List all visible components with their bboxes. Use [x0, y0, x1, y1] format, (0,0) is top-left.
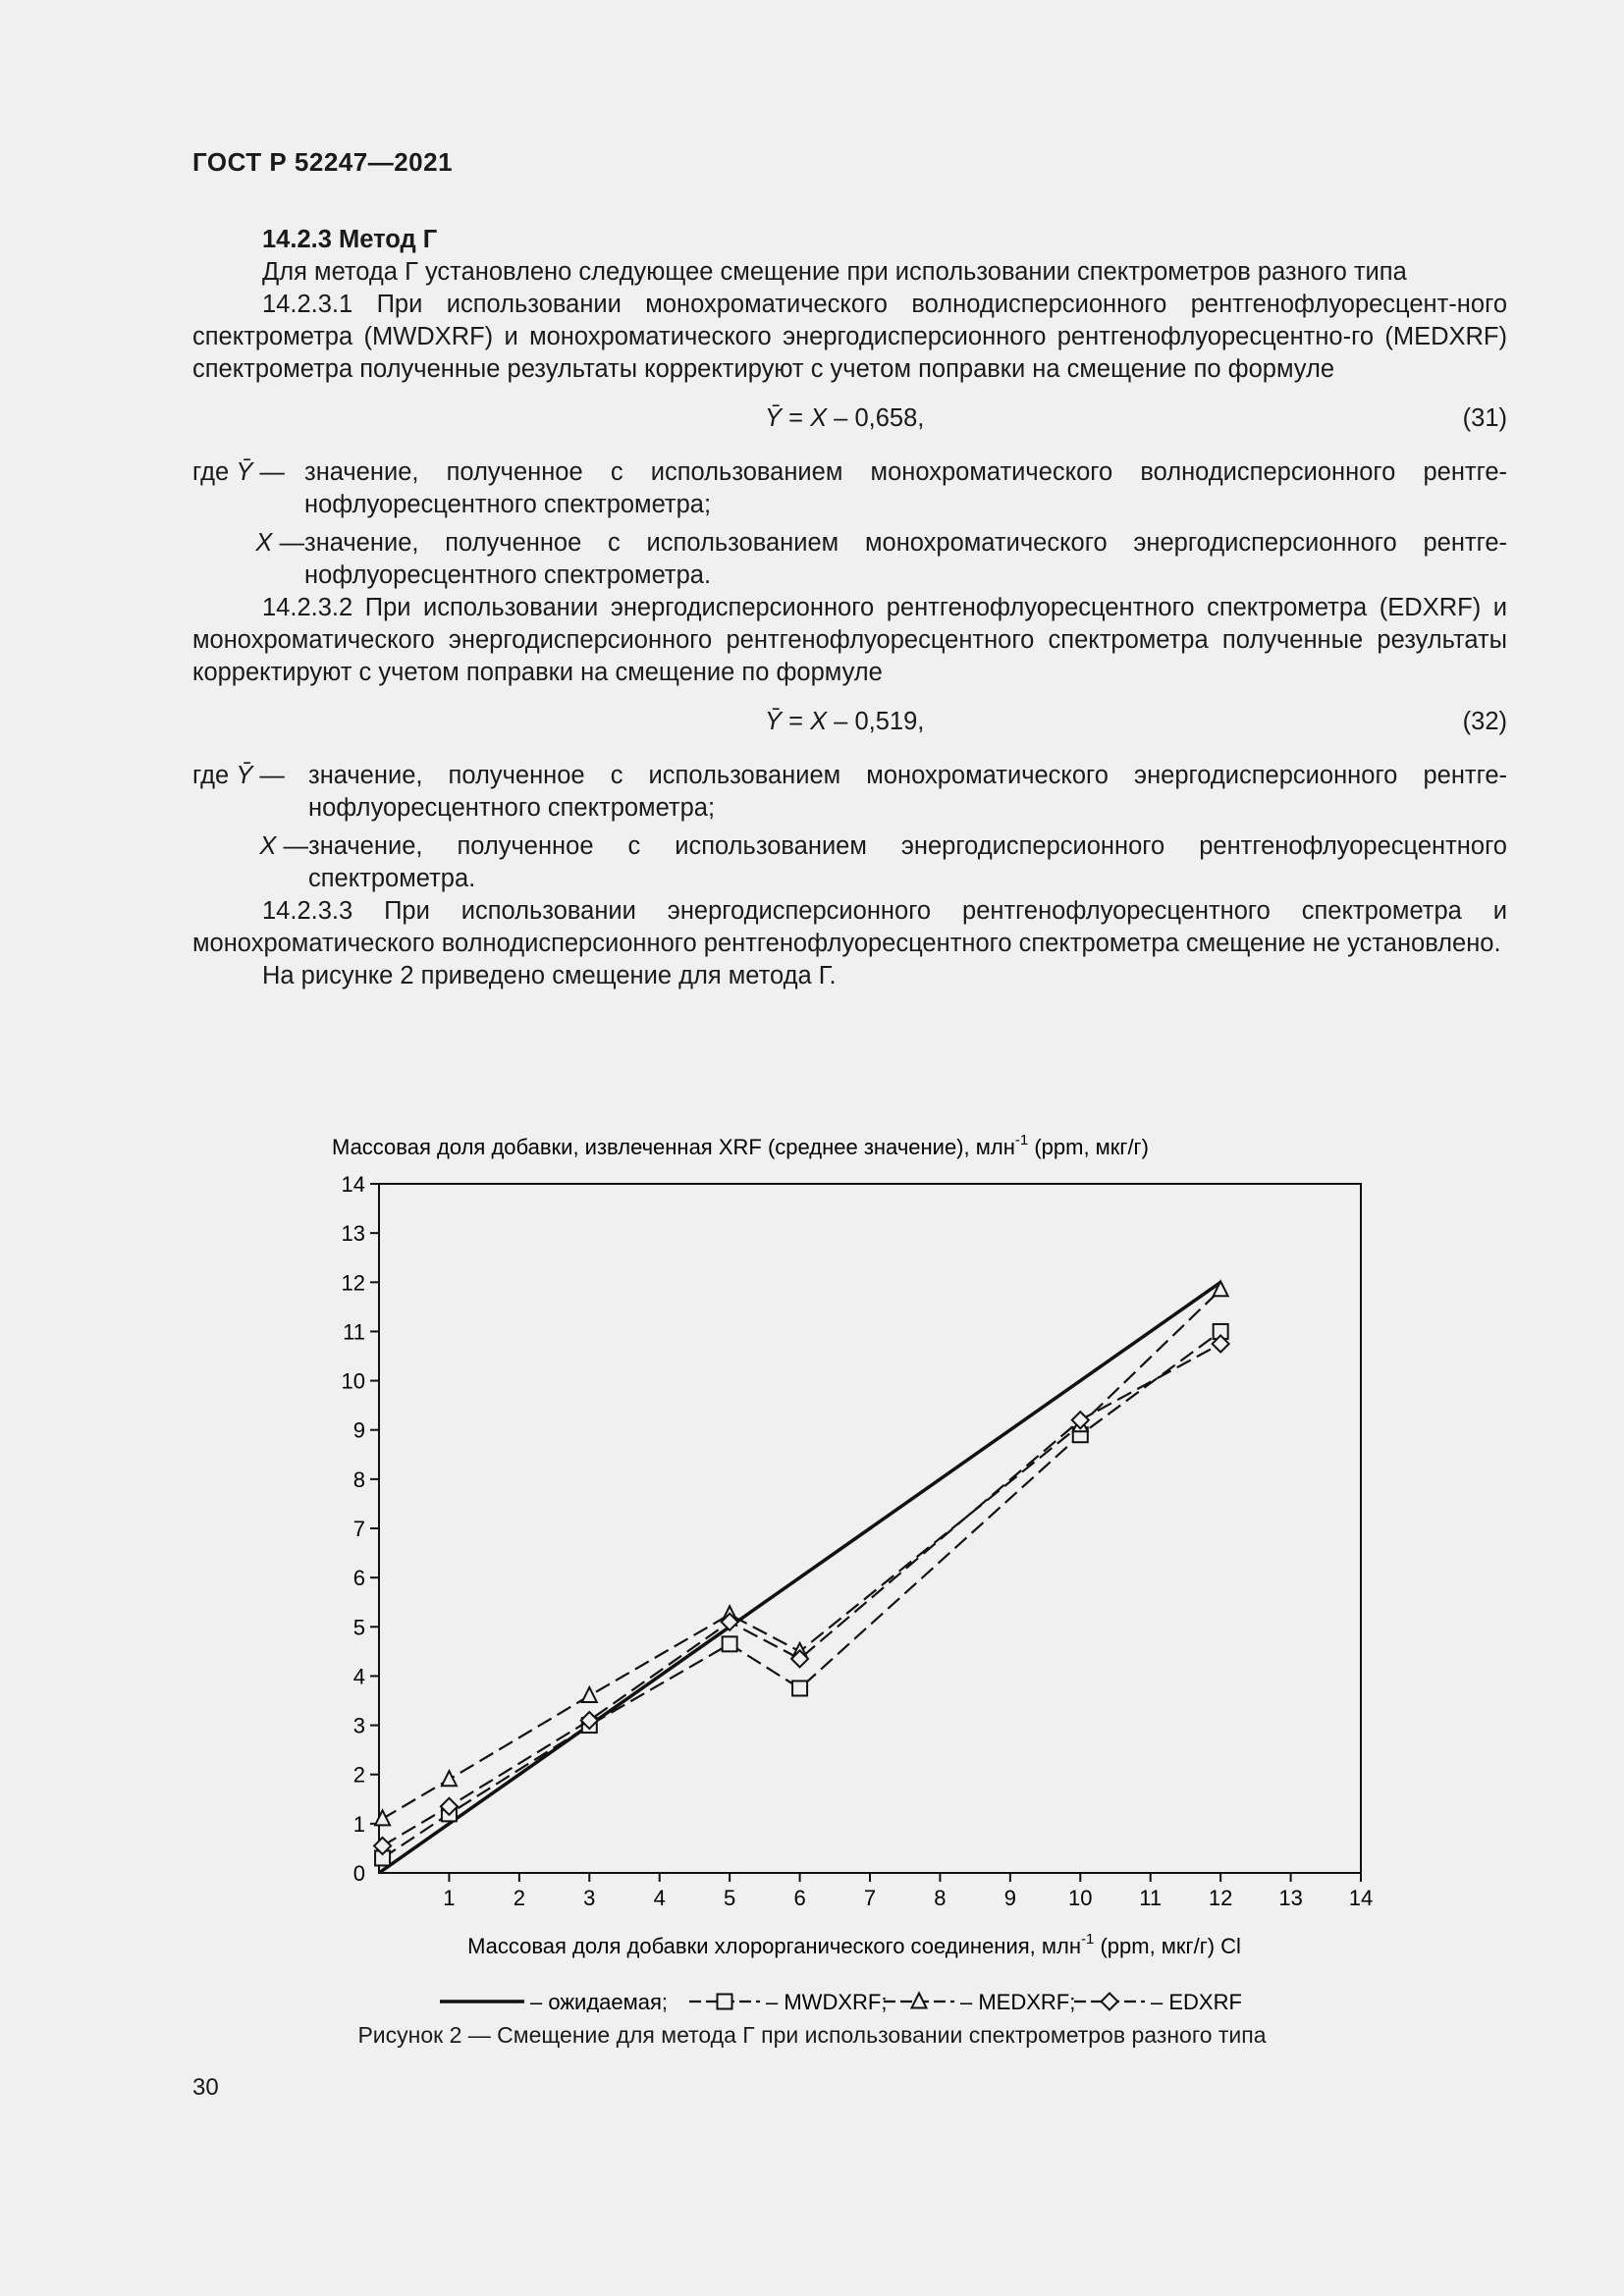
y-tick-label: 9 [352, 1417, 365, 1443]
formula-31 [192, 386, 1507, 451]
series-line-ожидаемая [379, 1282, 1220, 1873]
y-tick-label: 8 [352, 1467, 365, 1492]
x-axis-label: Массовая доля добавки хлорорганического соединения, млн$^{-1}$ (ppm, мкг/г) Cl [467, 1931, 1241, 1958]
y-tick-label: 3 [352, 1713, 365, 1738]
legend-marker-mwdxrf [718, 1995, 732, 2009]
where-symbol: X — [259, 832, 308, 860]
where-item [192, 830, 1507, 895]
x-tick-label: 6 [793, 1886, 806, 1910]
figure-reference: На рисунке 2 приведено смещение для метода Г. [262, 962, 837, 989]
page-number: 30 [192, 2074, 219, 2101]
figure-caption: Рисунок 2 — Смещение для метода Г при использовании спектрометров разного типа [357, 2022, 1267, 2048]
paragraph-14-2-3-1: 14.2.3.1 При использовании монохроматического волнодисперсионного рентгенофлуоресцент-ного спектрометра (MWDXRF) и монохроматического энергодисперсионного рентгенофлуоресцентно-го (MEDXRF) спектрометра полученные результаты корректируют с учетом поправки на смещение по формуле [192, 291, 1507, 383]
legend-label-edxrf: – EDXRF [1151, 1990, 1242, 2012]
formula-32-number: (32) [1462, 708, 1507, 735]
data-point-medxrf [375, 1810, 390, 1825]
data-point-medxrf [442, 1771, 457, 1786]
chart-svg [314, 1129, 1394, 2012]
document-body [192, 224, 1507, 992]
data-point-medxrf [1214, 1281, 1228, 1296]
data-point-mwdxrf [792, 1681, 807, 1695]
section-title: 14.2.3 Метод Г [262, 226, 438, 253]
x-tick-label: 8 [934, 1886, 947, 1910]
paragraph-14-2-3-3: 14.2.3.3 При использовании энергодисперсионного рентгенофлуоресцентного спектрометра и монохроматического волнодисперсионного рентгенофлуоресцентного спектрометра смещение не установлено. [192, 897, 1507, 957]
y-axis-label: Массовая доля добавки, извлеченная XRF (среднее значение), млн$^{-1}$ (ppm, мкг/г) [332, 1132, 1149, 1159]
x-tick-label: 7 [863, 1886, 877, 1910]
x-tick-label: 9 [1003, 1886, 1016, 1910]
standard-header: ГОСТ Р 52247—2021 [192, 147, 454, 177]
y-tick-label: 5 [352, 1615, 365, 1640]
series-line-edxrf [383, 1344, 1221, 1845]
x-tick-label: 14 [1348, 1886, 1374, 1910]
where-description: значение, полученное с использованием энергодисперсионного рентгенофлуоресцентного спектрометра. [308, 832, 1507, 892]
y-tick-label: 12 [341, 1270, 365, 1296]
where-item [192, 760, 1507, 825]
where-description: значение, полученное с использованием монохроматического энергодисперсионного рентге-нофлуоресцентного спектрометра. [304, 529, 1507, 589]
formula-32-expression: Ȳ = X – 0,519, [765, 708, 925, 735]
legend-marker-edxrf [1102, 1994, 1118, 2010]
x-tick-label: 13 [1278, 1886, 1303, 1910]
where-symbol: X — [255, 529, 304, 557]
formula-31-expression: Ȳ = X – 0,658, [765, 404, 925, 432]
where-item [192, 527, 1507, 592]
where-description: значение, полученное с использованием монохроматического энергодисперсионного рентге-нофлуоресцентного спектрометра; [308, 762, 1507, 822]
legend-label-mwdxrf: – MWDXRF; [766, 1990, 888, 2012]
x-tick-label: 10 [1068, 1886, 1093, 1910]
where-symbol: где Ȳ — [192, 762, 285, 789]
figure-2-chart [314, 1129, 1394, 2017]
where-symbol: где Ȳ — [192, 458, 285, 486]
formula-31-number: (31) [1462, 404, 1507, 432]
data-point-mwdxrf [723, 1636, 737, 1651]
paragraph-14-2-3-2: 14.2.3.2 При использовании энергодисперсионного рентгенофлуоресцентного спектрометра (EDXRF) и монохроматического энергодисперсионного рентгенофлуоресцентного спектрометра полученные результаты корректируют с учетом поправки на смещение по формуле [192, 594, 1507, 686]
y-tick-label: 14 [341, 1172, 365, 1197]
y-tick-label: 7 [352, 1517, 365, 1541]
x-tick-label: 11 [1139, 1886, 1163, 1910]
x-tick-label: 3 [583, 1886, 596, 1910]
data-point-edxrf [1072, 1412, 1089, 1428]
x-tick-label: 12 [1208, 1886, 1233, 1910]
where-item [192, 456, 1507, 521]
y-tick-label: 13 [341, 1221, 365, 1247]
y-tick-label: 11 [343, 1319, 365, 1345]
section-intro: Для метода Г установлено следующее смещение при использовании спектрометров разного типа [262, 258, 1407, 286]
y-tick-label: 0 [352, 1861, 365, 1886]
data-point-medxrf [582, 1687, 597, 1702]
y-tick-label: 4 [352, 1664, 365, 1689]
x-tick-label: 1 [443, 1886, 456, 1910]
y-tick-label: 10 [341, 1368, 365, 1394]
x-tick-label: 4 [653, 1886, 666, 1910]
y-tick-label: 2 [352, 1762, 365, 1788]
y-tick-label: 1 [352, 1811, 365, 1837]
x-tick-label: 2 [513, 1886, 525, 1910]
x-tick-label: 5 [724, 1886, 736, 1910]
chart-legend [440, 1990, 1242, 2012]
where-description: значение, полученное с использованием монохроматического волнодисперсионного рентге-нофлуоресцентного спектрометра; [304, 458, 1507, 518]
y-tick-label: 6 [352, 1566, 365, 1591]
legend-label-medxrf: – MEDXRF; [960, 1990, 1076, 2012]
formula-32 [192, 689, 1507, 754]
legend-label-ожидаемая: – ожидаемая; [530, 1990, 669, 2012]
